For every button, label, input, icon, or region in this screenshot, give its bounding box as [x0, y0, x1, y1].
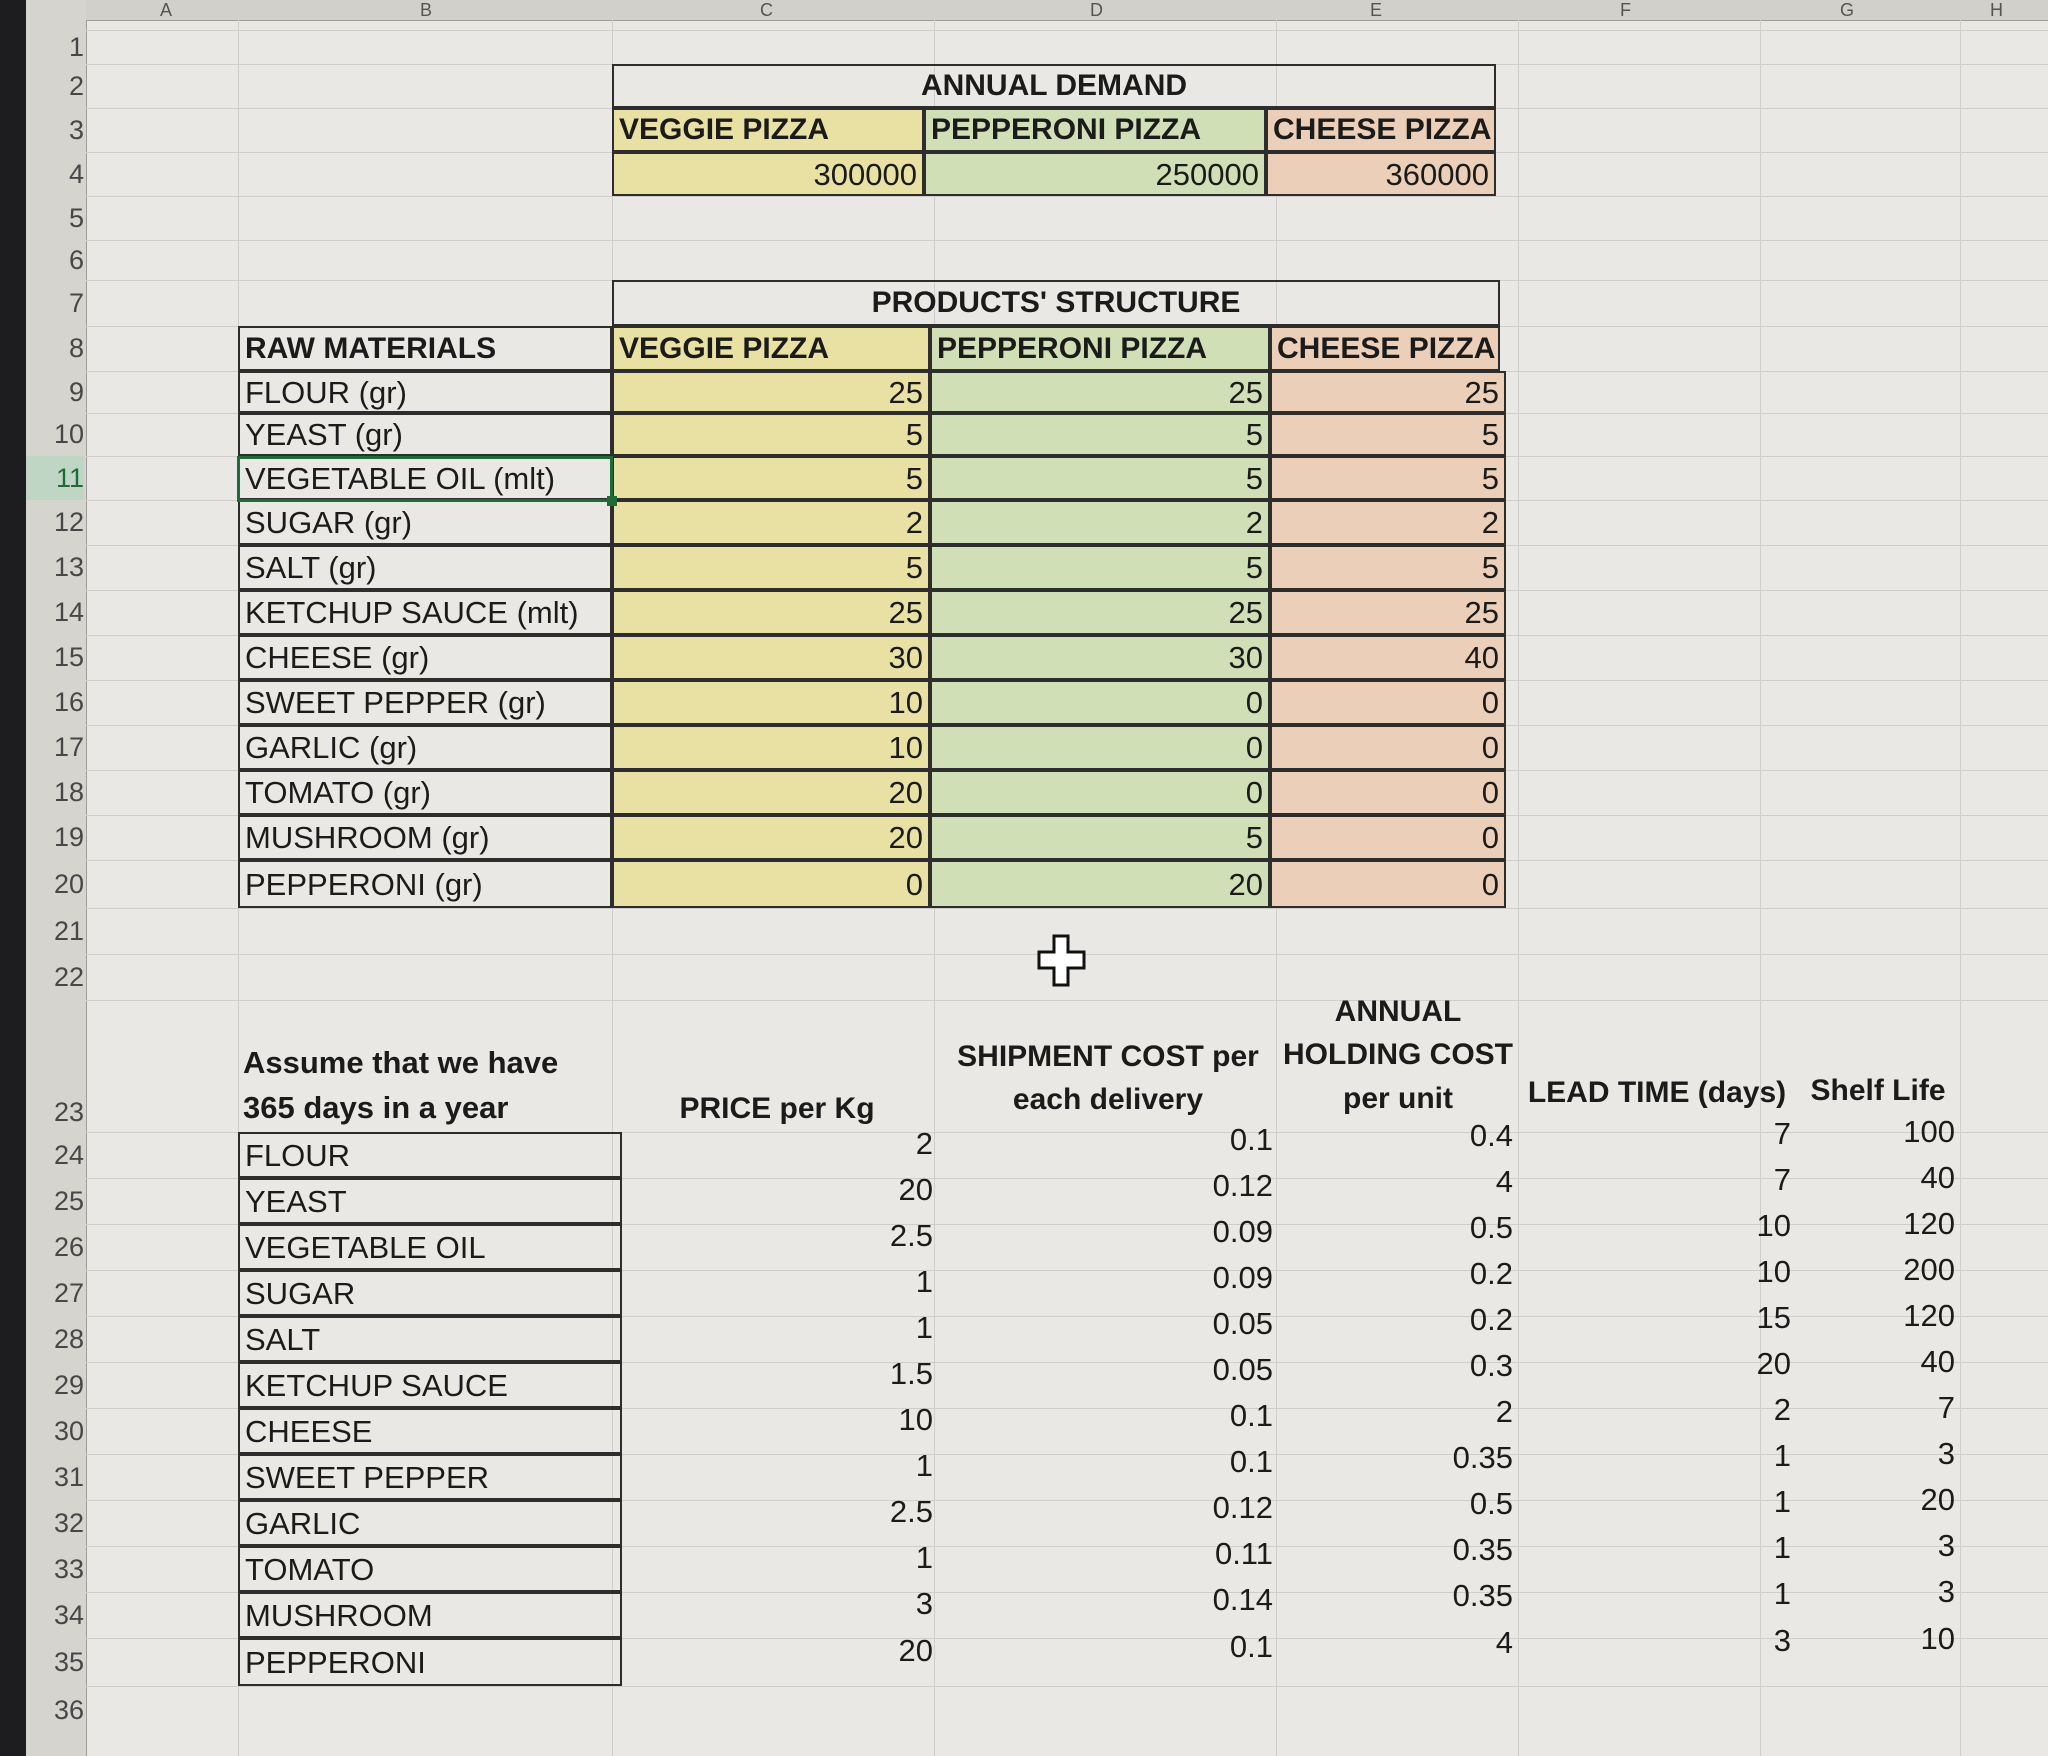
column-letter[interactable]: D — [1090, 0, 1103, 20]
material-holding-cost[interactable]: 0.35 — [1452, 1577, 1513, 1613]
row-number[interactable]: 31 — [53, 1462, 84, 1492]
material-price[interactable]: 2.5 — [889, 1217, 933, 1253]
pepperoni-amount[interactable]: 0 — [930, 680, 1270, 725]
material-holding-cost[interactable]: 0.35 — [1452, 1439, 1513, 1475]
material-holding-cost[interactable]: 0.4 — [1469, 1117, 1513, 1153]
material-shipment-cost[interactable]: 0.1 — [1229, 1443, 1273, 1479]
material-shelf-life[interactable]: 3 — [1937, 1435, 1955, 1471]
assumption-line-2: 365 days in a year — [243, 1090, 509, 1125]
pepperoni-amount[interactable]: 5 — [930, 815, 1270, 860]
column-letter[interactable]: G — [1840, 0, 1855, 20]
column-letter[interactable]: F — [1620, 0, 1631, 20]
material-name[interactable]: KETCHUP SAUCE — [238, 1362, 622, 1408]
material-shelf-life[interactable]: 3 — [1937, 1573, 1955, 1609]
demand-value-cheese[interactable]: 360000 — [1266, 152, 1496, 196]
row-gridline — [86, 1000, 2048, 1001]
material-name[interactable]: MUSHROOM — [238, 1592, 622, 1638]
row-number[interactable]: 17 — [53, 732, 84, 762]
material-shelf-life[interactable]: 40 — [1920, 1343, 1955, 1379]
pepperoni-amount[interactable]: 20 — [930, 860, 1270, 908]
cheese-amount[interactable]: 0 — [1270, 815, 1506, 860]
material-shelf-life[interactable]: 10 — [1920, 1620, 1955, 1656]
raw-material-name[interactable]: SUGAR (gr) — [238, 500, 612, 545]
column-letter[interactable]: A — [160, 0, 173, 20]
material-price[interactable]: 20 — [898, 1632, 933, 1668]
veggie-amount[interactable]: 30 — [612, 635, 930, 680]
material-name[interactable]: SALT — [238, 1316, 622, 1362]
row-number[interactable]: 19 — [53, 822, 84, 852]
material-lead-time[interactable]: 1 — [1773, 1483, 1791, 1519]
demand-value-pepperoni[interactable]: 250000 — [924, 152, 1266, 196]
material-lead-time[interactable]: 3 — [1773, 1622, 1791, 1658]
veggie-amount[interactable]: 5 — [612, 545, 930, 590]
material-shipment-cost[interactable]: 0.1 — [1229, 1121, 1273, 1157]
cheese-amount[interactable]: 0 — [1270, 860, 1506, 908]
row-number[interactable]: 8 — [68, 333, 84, 363]
row-number[interactable]: 35 — [53, 1647, 84, 1677]
plus-cross-cursor-icon — [1037, 934, 1087, 988]
shipment-header-line-2: each delivery — [1012, 1083, 1204, 1116]
material-shelf-life[interactable]: 20 — [1920, 1481, 1955, 1517]
price-header[interactable]: PRICE per Kg — [679, 1092, 875, 1126]
material-shipment-cost[interactable]: 0.12 — [1212, 1167, 1273, 1203]
row-number[interactable]: 6 — [68, 245, 84, 275]
material-shipment-cost[interactable]: 0.14 — [1212, 1581, 1273, 1617]
row-number[interactable]: 18 — [53, 777, 84, 807]
pepperoni-amount[interactable]: 5 — [930, 456, 1270, 500]
holding-header[interactable] — [1278, 986, 1518, 1124]
row-number[interactable]: 34 — [53, 1600, 84, 1630]
row-number[interactable]: 2 — [68, 71, 84, 101]
cheese-amount[interactable]: 2 — [1270, 500, 1506, 545]
material-holding-cost[interactable]: 0.2 — [1469, 1301, 1513, 1337]
veggie-amount[interactable]: 25 — [612, 590, 930, 635]
cheese-amount[interactable]: 5 — [1270, 413, 1506, 456]
row-gridline — [86, 196, 2048, 197]
cheese-amount[interactable]: 40 — [1270, 635, 1506, 680]
row-number[interactable]: 16 — [53, 687, 84, 717]
row-number[interactable]: 29 — [53, 1370, 84, 1400]
row-number[interactable]: 5 — [68, 203, 84, 233]
column-letter[interactable]: C — [760, 0, 773, 20]
material-lead-time[interactable]: 20 — [1756, 1345, 1791, 1381]
material-lead-time[interactable]: 1 — [1773, 1575, 1791, 1611]
material-shelf-life[interactable]: 120 — [1903, 1297, 1955, 1333]
row-number[interactable]: 7 — [68, 288, 84, 318]
material-shelf-life[interactable]: 7 — [1937, 1389, 1955, 1425]
row-number[interactable]: 21 — [53, 916, 84, 946]
material-lead-time[interactable]: 15 — [1756, 1299, 1791, 1335]
row-gridline — [86, 908, 2048, 909]
veggie-amount[interactable]: 10 — [612, 680, 930, 725]
raw-material-name[interactable]: CHEESE (gr) — [238, 635, 612, 680]
material-price[interactable]: 1 — [915, 1263, 933, 1299]
cheese-amount[interactable]: 0 — [1270, 770, 1506, 815]
row-number[interactable]: 23 — [53, 1097, 84, 1127]
material-price[interactable]: 1 — [915, 1309, 933, 1345]
material-lead-time[interactable]: 2 — [1773, 1391, 1791, 1427]
lead-time-header[interactable]: LEAD TIME (days) — [1527, 1076, 1787, 1110]
assumption-line-1: Assume that we have — [243, 1045, 559, 1081]
row-number[interactable]: 25 — [53, 1186, 84, 1216]
row-number[interactable]: 14 — [53, 597, 84, 627]
material-holding-cost[interactable]: 4 — [1495, 1163, 1513, 1199]
raw-material-name[interactable]: FLOUR (gr) — [238, 371, 612, 413]
material-price[interactable]: 3 — [915, 1585, 933, 1621]
row-number[interactable]: 33 — [53, 1554, 84, 1584]
selected-cell-outline — [237, 456, 613, 502]
material-holding-cost[interactable]: 0.5 — [1469, 1485, 1513, 1521]
raw-material-name[interactable]: GARLIC (gr) — [238, 725, 612, 770]
pepperoni-amount[interactable]: 5 — [930, 545, 1270, 590]
material-name[interactable]: SUGAR — [238, 1270, 622, 1316]
row-number[interactable]: 9 — [68, 377, 84, 407]
material-shelf-life[interactable]: 200 — [1903, 1251, 1955, 1287]
cheese-amount[interactable]: 25 — [1270, 371, 1506, 413]
row-number[interactable]: 30 — [53, 1416, 84, 1446]
pepperoni-amount[interactable]: 5 — [930, 413, 1270, 456]
material-name[interactable]: CHEESE — [238, 1408, 622, 1454]
column-letter[interactable]: B — [420, 0, 433, 20]
veggie-amount[interactable]: 20 — [612, 770, 930, 815]
veggie-amount[interactable]: 10 — [612, 725, 930, 770]
material-lead-time[interactable]: 10 — [1756, 1253, 1791, 1289]
material-name[interactable]: FLOUR — [238, 1132, 622, 1178]
structure-header-veggie[interactable]: VEGGIE PIZZA — [612, 326, 930, 371]
material-name[interactable]: PEPPERONI — [238, 1638, 622, 1686]
material-lead-time[interactable]: 7 — [1773, 1161, 1791, 1197]
material-name[interactable]: VEGETABLE OIL — [238, 1224, 622, 1270]
veggie-amount[interactable]: 0 — [612, 860, 930, 908]
material-lead-time[interactable]: 1 — [1773, 1437, 1791, 1473]
pepperoni-amount[interactable]: 0 — [930, 770, 1270, 815]
raw-material-name[interactable]: KETCHUP SAUCE (mlt) — [238, 590, 612, 635]
assumption-note[interactable] — [238, 1040, 612, 1132]
row-number[interactable]: 22 — [53, 962, 84, 992]
row-number[interactable]: 28 — [53, 1324, 84, 1354]
holding-header-line-1: ANNUAL — [1334, 994, 1462, 1028]
material-shipment-cost[interactable]: 0.1 — [1229, 1628, 1273, 1664]
row-number[interactable]: 1 — [68, 32, 84, 62]
raw-material-name[interactable]: SWEET PEPPER (gr) — [238, 680, 612, 725]
row-number[interactable]: 26 — [53, 1232, 84, 1262]
material-price[interactable]: 10 — [898, 1401, 933, 1437]
shipment-header[interactable] — [938, 1032, 1278, 1124]
material-name[interactable]: GARLIC — [238, 1500, 622, 1546]
fill-handle[interactable] — [607, 496, 617, 506]
raw-material-name[interactable]: SALT (gr) — [238, 545, 612, 590]
demand-header-cheese[interactable]: CHEESE PIZZA — [1266, 108, 1496, 152]
demand-header-veggie[interactable]: VEGGIE PIZZA — [612, 108, 924, 152]
row-number[interactable]: 15 — [53, 642, 84, 672]
material-name[interactable]: YEAST — [238, 1178, 622, 1224]
row-number[interactable]: 13 — [53, 552, 84, 582]
material-holding-cost[interactable]: 0.5 — [1469, 1209, 1513, 1245]
column-letter[interactable]: H — [1990, 0, 2003, 20]
veggie-amount[interactable]: 5 — [612, 456, 930, 500]
material-price[interactable]: 2 — [915, 1125, 933, 1161]
row-gridline — [86, 240, 2048, 241]
material-price[interactable]: 1 — [915, 1539, 933, 1575]
material-shelf-life[interactable]: 100 — [1903, 1113, 1955, 1149]
products-structure-title[interactable]: PRODUCTS' STRUCTURE — [612, 280, 1500, 326]
structure-header-pepperoni[interactable]: PEPPERONI PIZZA — [930, 326, 1270, 371]
material-lead-time[interactable]: 10 — [1756, 1207, 1791, 1243]
raw-material-name[interactable]: TOMATO (gr) — [238, 770, 612, 815]
pepperoni-amount[interactable]: 2 — [930, 500, 1270, 545]
veggie-amount[interactable]: 25 — [612, 371, 930, 413]
material-price[interactable]: 1 — [915, 1447, 933, 1483]
material-shipment-cost[interactable]: 0.05 — [1212, 1351, 1273, 1387]
veggie-amount[interactable]: 2 — [612, 500, 930, 545]
demand-header-pepperoni[interactable]: PEPPERONI PIZZA — [924, 108, 1266, 152]
material-name[interactable]: TOMATO — [238, 1546, 622, 1592]
material-lead-time[interactable]: 7 — [1773, 1115, 1791, 1151]
raw-material-name[interactable]: PEPPERONI (gr) — [238, 860, 612, 908]
row-number[interactable]: 27 — [53, 1278, 84, 1308]
material-shipment-cost[interactable]: 0.09 — [1212, 1259, 1273, 1295]
pepperoni-amount[interactable]: 0 — [930, 725, 1270, 770]
row-number[interactable]: 36 — [53, 1695, 84, 1725]
pepperoni-amount[interactable]: 25 — [930, 590, 1270, 635]
shipment-header-line-1: SHIPMENT COST per — [957, 1039, 1259, 1073]
structure-header-cheese[interactable]: CHEESE PIZZA — [1270, 326, 1500, 371]
row-number[interactable]: 20 — [53, 869, 84, 899]
demand-value-veggie[interactable]: 300000 — [612, 152, 924, 196]
material-holding-cost[interactable]: 0.2 — [1469, 1255, 1513, 1291]
material-shelf-life[interactable]: 40 — [1920, 1159, 1955, 1195]
material-holding-cost[interactable]: 0.35 — [1452, 1531, 1513, 1567]
row-number[interactable]: 3 — [68, 115, 84, 145]
material-shipment-cost[interactable]: 0.1 — [1229, 1397, 1273, 1433]
column-letter[interactable]: E — [1370, 0, 1383, 20]
cheese-amount[interactable]: 5 — [1270, 545, 1506, 590]
cheese-amount[interactable]: 5 — [1270, 456, 1506, 500]
material-shelf-life[interactable]: 3 — [1937, 1527, 1955, 1563]
veggie-amount[interactable]: 5 — [612, 413, 930, 456]
raw-material-name[interactable]: VEGETABLE OIL (mlt) — [238, 456, 612, 500]
row-number[interactable]: 4 — [68, 159, 84, 189]
screen-bezel — [0, 0, 26, 1756]
material-holding-cost[interactable]: 2 — [1495, 1393, 1513, 1429]
pepperoni-amount[interactable]: 25 — [930, 371, 1270, 413]
material-holding-cost[interactable]: 0.3 — [1469, 1347, 1513, 1383]
row-gridline — [86, 1686, 2048, 1687]
raw-material-name[interactable]: YEAST (gr) — [238, 413, 612, 456]
material-lead-time[interactable]: 1 — [1773, 1529, 1791, 1565]
material-holding-cost[interactable]: 4 — [1495, 1624, 1513, 1660]
raw-materials-header[interactable]: RAW MATERIALS — [238, 326, 612, 371]
row-number[interactable]: 11 — [26, 456, 84, 500]
cheese-amount[interactable]: 0 — [1270, 725, 1506, 770]
material-shelf-life[interactable]: 120 — [1903, 1205, 1955, 1241]
column-header-strip — [86, 0, 2048, 21]
holding-header-line-2: HOLDING COST — [1283, 1038, 1513, 1072]
cheese-amount[interactable]: 0 — [1270, 680, 1506, 725]
material-shipment-cost[interactable]: 0.12 — [1212, 1489, 1273, 1525]
material-price[interactable]: 2.5 — [889, 1493, 933, 1529]
row-number[interactable]: 32 — [53, 1508, 84, 1538]
material-name[interactable]: SWEET PEPPER — [238, 1454, 622, 1500]
annual-demand-title[interactable]: ANNUAL DEMAND — [612, 64, 1496, 108]
row-gridline — [86, 30, 2048, 31]
material-shipment-cost[interactable]: 0.11 — [1214, 1535, 1273, 1571]
holding-header-line-3: per unit — [1343, 1081, 1453, 1115]
row-number[interactable]: 10 — [53, 419, 84, 449]
veggie-amount[interactable]: 20 — [612, 815, 930, 860]
raw-material-name[interactable]: MUSHROOM (gr) — [238, 815, 612, 860]
shelf-life-header[interactable]: Shelf Life — [1810, 1074, 1946, 1108]
material-shipment-cost[interactable]: 0.09 — [1212, 1213, 1273, 1249]
row-number[interactable]: 24 — [53, 1140, 84, 1170]
material-price[interactable]: 1.5 — [889, 1355, 933, 1391]
cheese-amount[interactable]: 25 — [1270, 590, 1506, 635]
material-shipment-cost[interactable]: 0.05 — [1212, 1305, 1273, 1341]
material-price[interactable]: 20 — [898, 1171, 933, 1207]
row-number[interactable]: 12 — [53, 507, 84, 537]
pepperoni-amount[interactable]: 30 — [930, 635, 1270, 680]
